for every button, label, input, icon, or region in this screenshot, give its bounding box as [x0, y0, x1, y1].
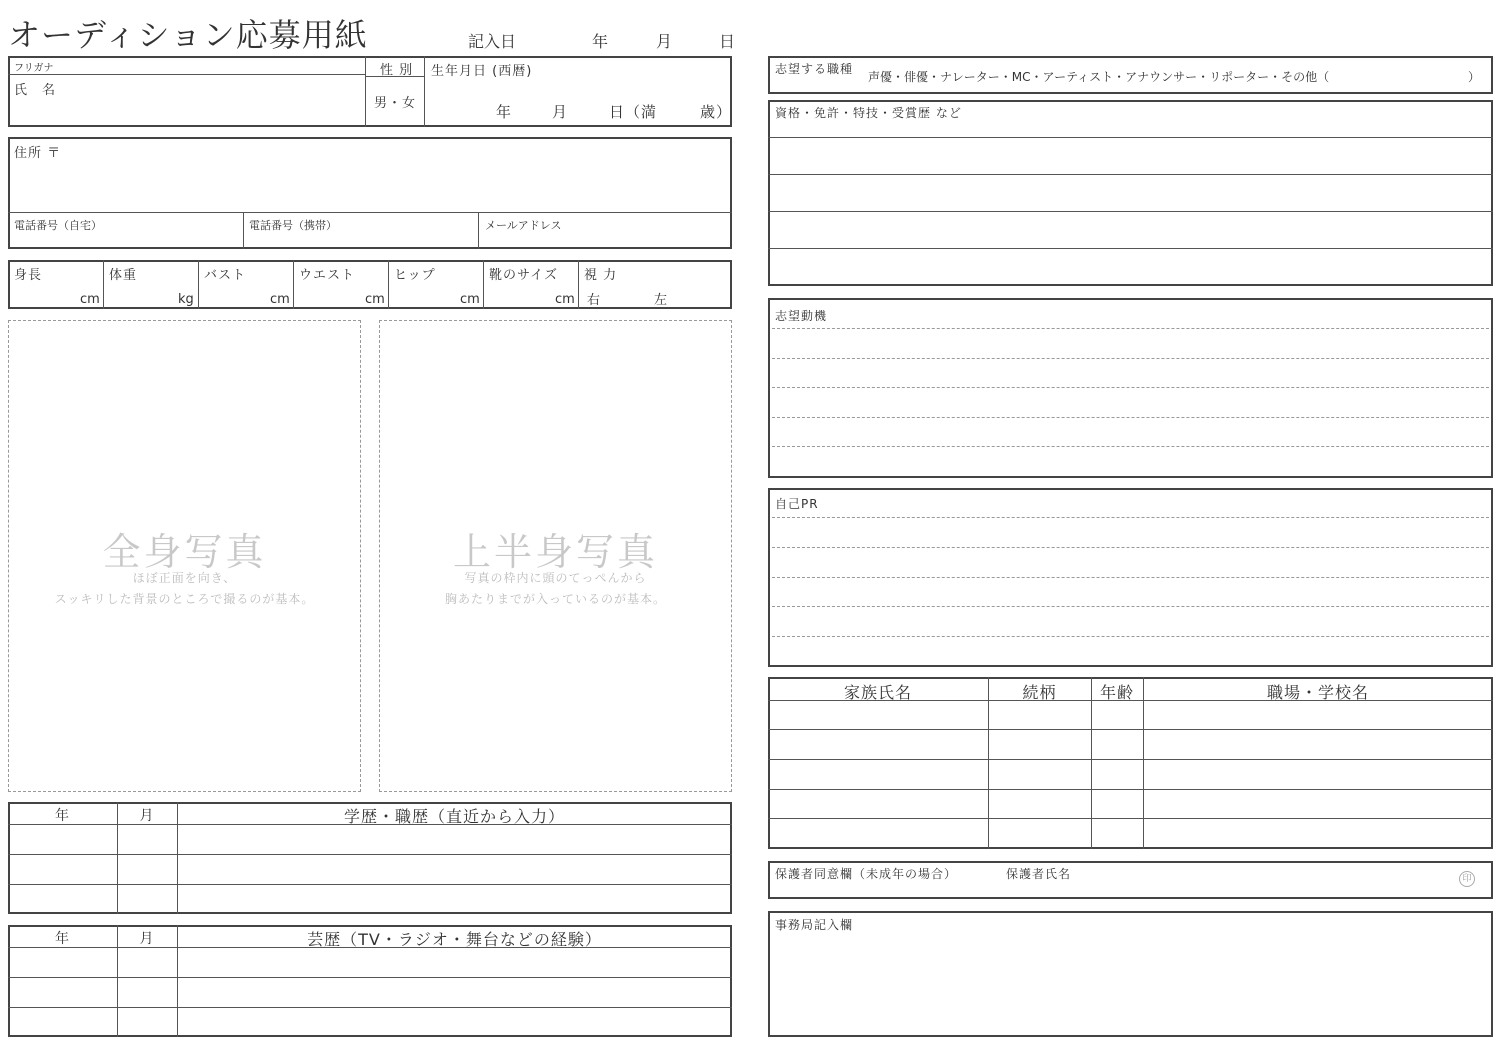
- motivation-box: [768, 298, 1493, 478]
- career-row[interactable]: [9, 948, 731, 976]
- education-row[interactable]: [9, 885, 731, 913]
- entry-date-label: 記入日: [468, 32, 517, 51]
- vision-left[interactable]: 左: [654, 293, 669, 308]
- career-title-header: 芸歴（TV・ラジオ・舞台などの経験）: [307, 930, 602, 949]
- family-row[interactable]: [769, 730, 1492, 758]
- full-body-photo-title: 全身写真: [102, 530, 267, 574]
- bust-field[interactable]: バスト: [204, 268, 247, 283]
- qualifications-box: [768, 100, 1493, 286]
- desired-job-close: ）: [1468, 70, 1482, 84]
- self-pr-field[interactable]: 自己PR: [775, 497, 819, 511]
- career-year-header: 年: [55, 931, 70, 947]
- birth-year[interactable]: 年: [496, 103, 513, 121]
- birth-month[interactable]: 月: [552, 103, 569, 121]
- family-row[interactable]: [769, 790, 1492, 817]
- family-age-header: 年齢: [1099, 683, 1134, 702]
- height-field[interactable]: 身長: [14, 268, 43, 283]
- office-use-label: 事務局記入欄: [775, 918, 854, 932]
- gender-label: 性 別: [380, 63, 414, 78]
- address-field[interactable]: 住所 〒: [14, 146, 62, 161]
- family-relation-header: 続柄: [1022, 683, 1057, 702]
- full-body-photo-note-1: ほぼ正面を向き、: [132, 571, 237, 585]
- phone-mobile-field[interactable]: 電話番号（携帯）: [249, 219, 337, 232]
- motivation-field[interactable]: 志望動機: [775, 309, 828, 323]
- upper-body-photo-note-1: 写真の枠内に頭のてっぺんから: [464, 571, 647, 585]
- guardian-consent-label: 保護者同意欄（未成年の場合）: [775, 867, 958, 881]
- weight-unit: kg: [178, 292, 194, 307]
- phone-home-field[interactable]: 電話番号（自宅）: [14, 219, 102, 232]
- family-row[interactable]: [769, 819, 1492, 847]
- vision-label: 視 力: [584, 268, 618, 283]
- name-field[interactable]: 氏 名: [14, 83, 57, 98]
- education-title-header: 学歴・職歴（直近から入力）: [343, 807, 565, 826]
- email-field[interactable]: メールアドレス: [485, 219, 562, 232]
- full-body-photo-note-2: スッキリした背景のところで撮るのが基本。: [54, 592, 315, 606]
- bust-unit: cm: [270, 292, 290, 307]
- address-box: [8, 137, 732, 249]
- family-work-header: 職場・学校名: [1266, 683, 1369, 702]
- guardian-name-field[interactable]: 保護者氏名: [1006, 867, 1072, 881]
- full-body-photo-frame[interactable]: [8, 320, 361, 792]
- career-row[interactable]: [9, 1008, 731, 1035]
- family-name-header: 家族氏名: [843, 683, 912, 702]
- entry-date-day[interactable]: 日: [719, 32, 736, 51]
- furigana-label: フリガナ: [14, 63, 54, 74]
- desired-job-options[interactable]: 声優・俳優・ナレーター・MC・アーティスト・アナウンサー・リポーター・その他（: [868, 70, 1330, 84]
- hip-field[interactable]: ヒップ: [394, 268, 436, 283]
- seal-icon: [1459, 871, 1475, 887]
- gender-options[interactable]: 男・女: [374, 96, 417, 111]
- family-row[interactable]: [769, 760, 1492, 788]
- seal-label: 印: [1462, 874, 1472, 884]
- form-title: オーディション応募用紙: [8, 16, 368, 54]
- shoe-field[interactable]: 靴のサイズ: [489, 268, 558, 283]
- office-use-box: [768, 911, 1493, 1037]
- upper-body-photo-frame[interactable]: [379, 320, 732, 792]
- entry-date-year[interactable]: 年: [592, 32, 609, 51]
- waist-unit: cm: [365, 292, 385, 307]
- family-row[interactable]: [769, 701, 1492, 728]
- birth-day[interactable]: 日（満: [609, 103, 658, 121]
- education-row[interactable]: [9, 825, 731, 853]
- weight-field[interactable]: 体重: [109, 268, 138, 283]
- education-row[interactable]: [9, 855, 731, 883]
- entry-date-month[interactable]: 月: [656, 32, 673, 51]
- career-month-header: 月: [139, 931, 155, 947]
- height-unit: cm: [80, 292, 100, 307]
- upper-body-photo-title: 上半身写真: [452, 530, 658, 574]
- qualifications-field[interactable]: 資格・免許・特技・受賞歴 など: [775, 106, 962, 120]
- education-month-header: 月: [139, 808, 155, 824]
- hip-unit: cm: [460, 292, 480, 307]
- shoe-unit: cm: [555, 292, 575, 307]
- waist-field[interactable]: ウエスト: [299, 268, 356, 283]
- vision-right[interactable]: 右: [587, 293, 602, 308]
- education-year-header: 年: [55, 808, 70, 824]
- upper-body-photo-note-2: 胸あたりまでが入っているのが基本。: [444, 592, 666, 606]
- career-row[interactable]: [9, 978, 731, 1006]
- birth-label: 生年月日 (西暦): [431, 64, 533, 79]
- birth-age[interactable]: 歳）: [700, 103, 733, 121]
- desired-job-label: 志望する職種: [775, 62, 854, 76]
